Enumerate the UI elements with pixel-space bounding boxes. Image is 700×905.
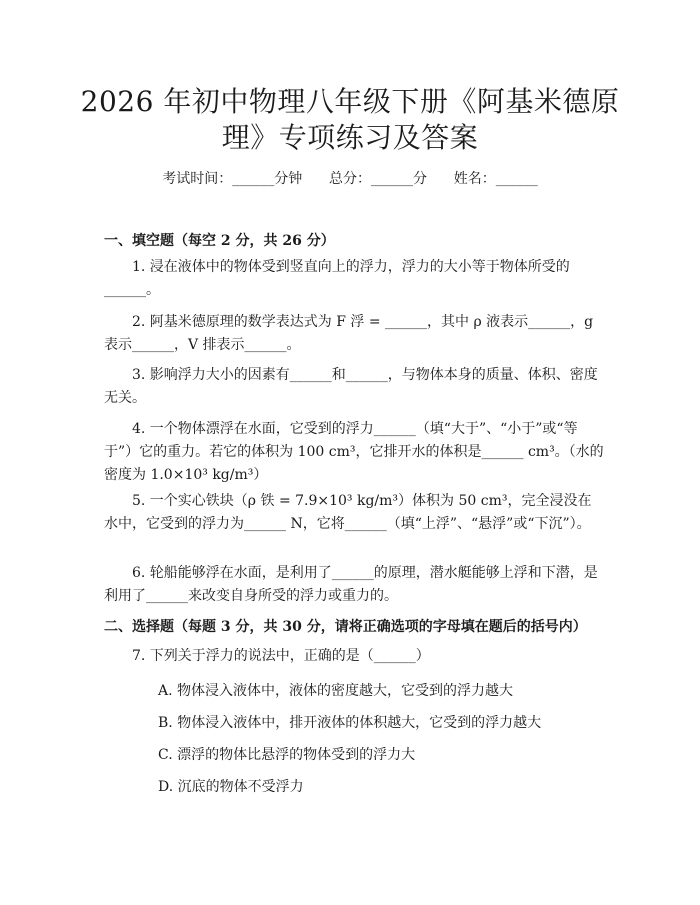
question-3: 3. 影响浮力大小的因素有______和______，与物体本身的质量、体积、密度无关。 <box>104 367 598 406</box>
section-heading-multiple-choice: 二、选择题（每题 3 分，共 30 分，请将正确选项的字母填在题后的括号内） <box>104 619 587 635</box>
question-5: 5. 一个实心铁块（ρ 铁 = 7.9×10³ kg/m³）体积为 50 cm³，完全浸没在水中，它受到的浮力为______ N，它将______（填“上浮”、“悬浮”或“下沉”）。 <box>104 493 592 532</box>
option-a: A. 物体浸入液体中，液体的密度越大，它受到的浮力越大 <box>158 683 514 699</box>
question-2: 2. 阿基米德原理的数学表达式为 F 浮 = ______，其中 ρ 液表示______，g 表示______，V 排表示______。 <box>104 314 594 353</box>
section-heading-fill-blank: 一、填空题（每空 2 分，共 26 分） <box>104 233 335 249</box>
question-6: 6. 轮船能够浮在水面，是利用了______的原理，潜水艇能够上浮和下潜，是利用了______来改变自身所受的浮力或重力的。 <box>104 565 598 604</box>
option-c: C. 漂浮的物体比悬浮的物体受到的浮力大 <box>158 747 416 763</box>
document-title-line-1: 2026 年初中物理八年级下册《阿基米德原 <box>80 85 620 118</box>
question-7: 7. 下列关于浮力的说法中，正确的是（______） <box>132 648 430 664</box>
exam-info-line: 考试时间：______分钟 总分：______分 姓名：______ <box>162 171 538 187</box>
question-4: 4. 一个物体漂浮在水面，它受到的浮力______（填“大于”、“小于”或“等于”）它的重力。若它的体积为 100 cm³，它排开水的体积是______ cm³。（水的密度为 1.0×10³ kg/m³） <box>104 421 604 483</box>
option-d: D. 沉底的物体不受浮力 <box>158 779 304 795</box>
question-1: 1. 浸在液体中的物体受到竖直向上的浮力，浮力的大小等于物体所受的______。 <box>104 259 570 298</box>
document-title-line-2: 理》专项练习及答案 <box>221 121 479 154</box>
option-b: B. 物体浸入液体中，排开液体的体积越大，它受到的浮力越大 <box>158 715 542 731</box>
